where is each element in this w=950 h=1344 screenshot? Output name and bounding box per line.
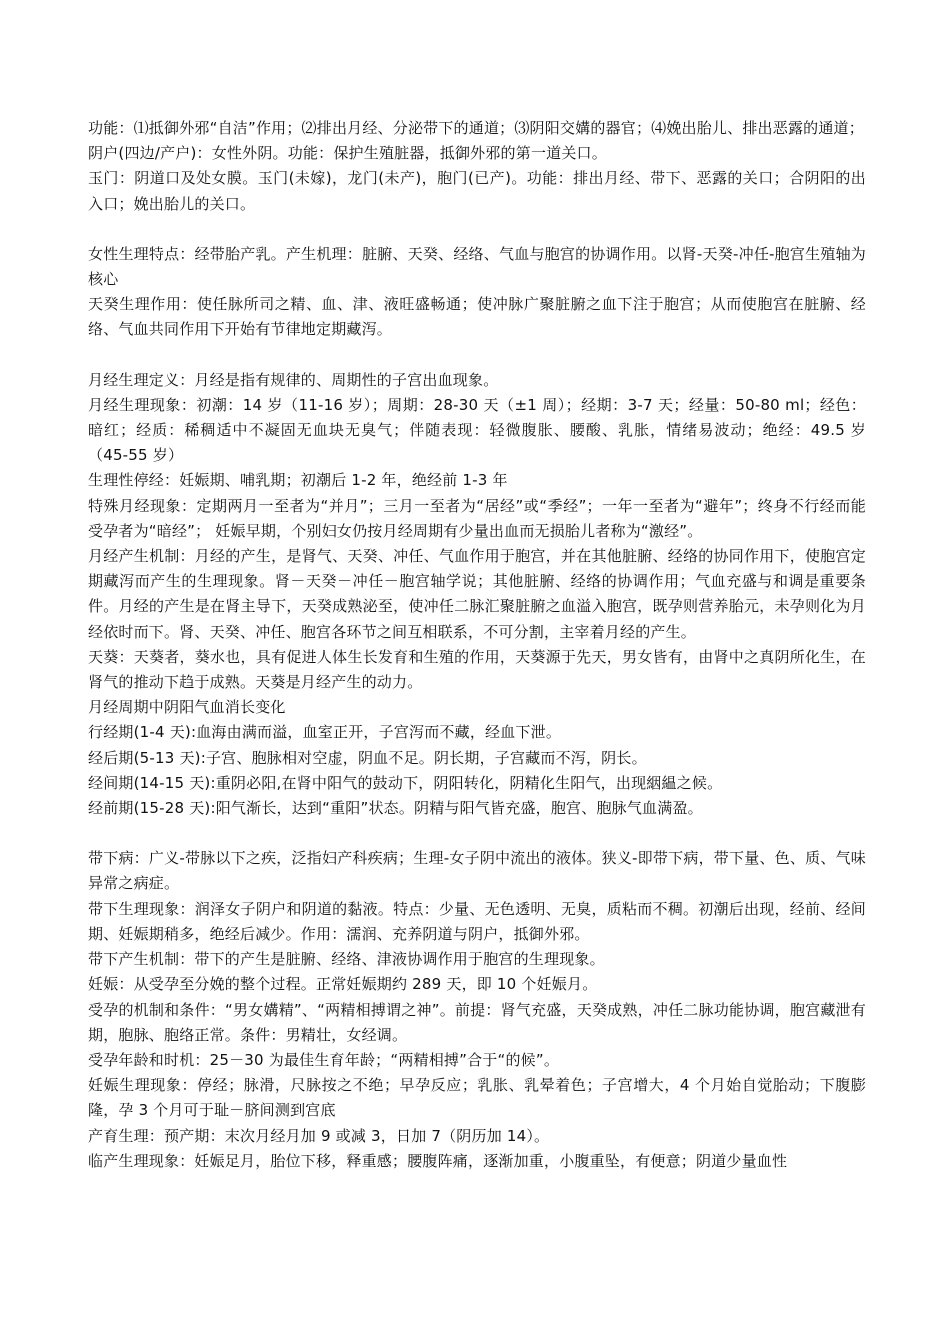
paragraph-jade-gate: 玉门：阴道口及处女膜。玉门(未嫁)，龙门(未产)，胞门(已产)。功能：排出月经、带下、恶露的关口；合阴阳的出入口；娩出胎儿的关口。 [88, 169, 866, 213]
paragraph-conception-conditions: 受孕的机制和条件：“男女媾精”、“两精相搏谓之神”。前提：肾气充盛，天癸成熟，冲任二脉功能协调，胞宫藏泄有期，胞脉、胞络正常。条件：男精壮，女经调。 [88, 1000, 866, 1044]
paragraph-tiangui-function: 天癸生理作用：使任脉所司之精、血、津、液旺盛畅通；使冲脉广聚脏腑之血下注于胞宫；从而使胞宫在脏腑、经络、气血共同作用下开始有节律地定期藏泻。 [88, 295, 866, 339]
paragraph-spacer [88, 821, 866, 846]
paragraph-menstruation-definition: 月经生理定义：月经是指有规律的、周期性的子宫出血现象。 [88, 370, 499, 389]
paragraph-pre-menstrual-phase: 经前期(15-28 天):阳气渐长，达到“重阳”状态。阴精与阳气皆充盛，胞宫、胞脉气血满盈。 [88, 799, 703, 818]
paragraph-labor-signs: 临产生理现象：妊娠足月，胎位下移，释重感；腰腹阵痛，逐渐加重，小腹重坠，有便意；阴道少量血性 [88, 1151, 788, 1170]
paragraph-menstruation-mechanism: 月经产生机制：月经的产生，是肾气、天癸、冲任、气血作用于胞宫，并在其他脏腑、经络的协同作用下，使胞宫定期藏泻而产生的生理现象。肾－天癸－冲任－胞宫轴学说；其他脏腑、经络的协调作用；气血充盛与和调是重要条件。月经的产生是在肾主导下，天癸成熟泌至，使冲任二脉汇聚脏腑之血溢入胞宫，既孕则营养胎元，未孕则化为月经依时而下。肾、天癸、冲任、胞宫各环节之间互相联系，不可分割，主宰着月经的产生。 [88, 547, 866, 641]
paragraph-spacer [88, 217, 866, 242]
paragraph-spacer [88, 343, 866, 368]
paragraph-leukorrhea-mechanism: 带下产生机制：带下的产生是脏腑、经络、津液协调作用于胞宫的生理现象。 [88, 950, 605, 969]
paragraph-due-date: 产育生理：预产期：末次月经月加 9 或减 3，日加 7（阴历加 14）。 [88, 1126, 550, 1145]
paragraph-intermenstrual-phase: 经间期(14-15 天):重阴必阳,在肾中阳气的鼓动下，阴阳转化，阴精化生阳气，出现絪緼之候。 [88, 773, 723, 792]
paragraph-physiological-amenorrhea: 生理性停经：妊娠期、哺乳期；初潮后 1-2 年，绝经前 1-3 年 [88, 471, 508, 490]
paragraph-pregnancy-phenomena: 妊娠生理现象：停经；脉滑，尺脉按之不绝；早孕反应；乳胀、乳晕着色；子宫增大，4 个月始自觉胎动；下腹膨隆，孕 3 个月可于耻－脐间测到宫底 [88, 1076, 866, 1120]
paragraph-menstruation-phenomena: 月经生理现象：初潮：14 岁（11-16 岁）；周期：28-30 天（±1 周）；经期：3-7 天；经量：50-80 ml；经色：暗红；经质：稀稠适中不凝固无血块无臭气；伴随表现：轻微腹胀、腰酸、乳胀，情绪易波动；绝经：49.5 岁（45-55 岁） [88, 395, 866, 465]
paragraph-pregnancy: 妊娠：从受孕至分娩的整个过程。正常妊娠期约 289 天，即 10 个妊娠月。 [88, 975, 598, 994]
paragraph-conception-age: 受孕年龄和时机：25－30 为最佳生育年龄；“两精相搏”合于“的候”。 [88, 1050, 560, 1069]
paragraph-vagina-function: 功能：⑴抵御外邪“自洁”作用；⑵排出月经、分泌带下的通道；⑶阴阳交媾的器官；⑷娩出胎儿、排出恶露的通道； [88, 119, 864, 137]
paragraph-special-menstruation: 特殊月经现象：定期两月一至者为“并月”；三月一至者为“居经”或“季经”；一年一至者为“避年”；终身不行经而能受孕者为“暗经”； 妊娠早期，个别妇女仍按月经周期有少量出血而无损胎儿者称为“激经”。 [88, 496, 866, 540]
paragraph-female-physiology: 女性生理特点：经带胎产乳。产生机理：脏腑、天癸、经络、气血与胞宫的协调作用。以肾-天癸-冲任-胞宫生殖轴为核心 [88, 244, 866, 289]
paragraph-vulva: 阴户(四边/产户)：女性外阴。功能：保护生殖脏器，抵御外邪的第一道关口。 [88, 144, 607, 163]
paragraph-menstrual-phase: 行经期(1-4 天):血海由满而溢，血室正开，子宫泻而不藏，经血下泄。 [88, 723, 562, 742]
paragraph-post-menstrual-phase: 经后期(5-13 天):子宫、胞脉相对空虚，阴血不足。阴长期，子宫藏而不泻，阴长。 [88, 748, 647, 767]
document-body [88, 116, 866, 1174]
paragraph-leukorrhea-phenomena: 带下生理现象：润泽女子阴户和阴道的黏液。特点：少量、无色透明、无臭，质粘而不稠。初潮后出现，经前、经间期、妊娠期稍多，绝经后减少。作用：濡润、充养阴道与阴户，抵御外邪。 [88, 899, 866, 943]
paragraph-tiangui: 天葵：天葵者，葵水也，具有促进人体生长发育和生殖的作用，天葵源于先天，男女皆有，由肾中之真阴所化生，在肾气的推动下趋于成熟。天葵是月经产生的动力。 [88, 647, 866, 692]
paragraph-leukorrhea-disease: 带下病：广义-带脉以下之疾，泛指妇产科疾病；生理-女子阴中流出的液体。狭义-即带下病，带下量、色、质、气味异常之病症。 [88, 849, 866, 893]
paragraph-cycle-changes: 月经周期中阴阳气血消长变化 [88, 698, 286, 717]
